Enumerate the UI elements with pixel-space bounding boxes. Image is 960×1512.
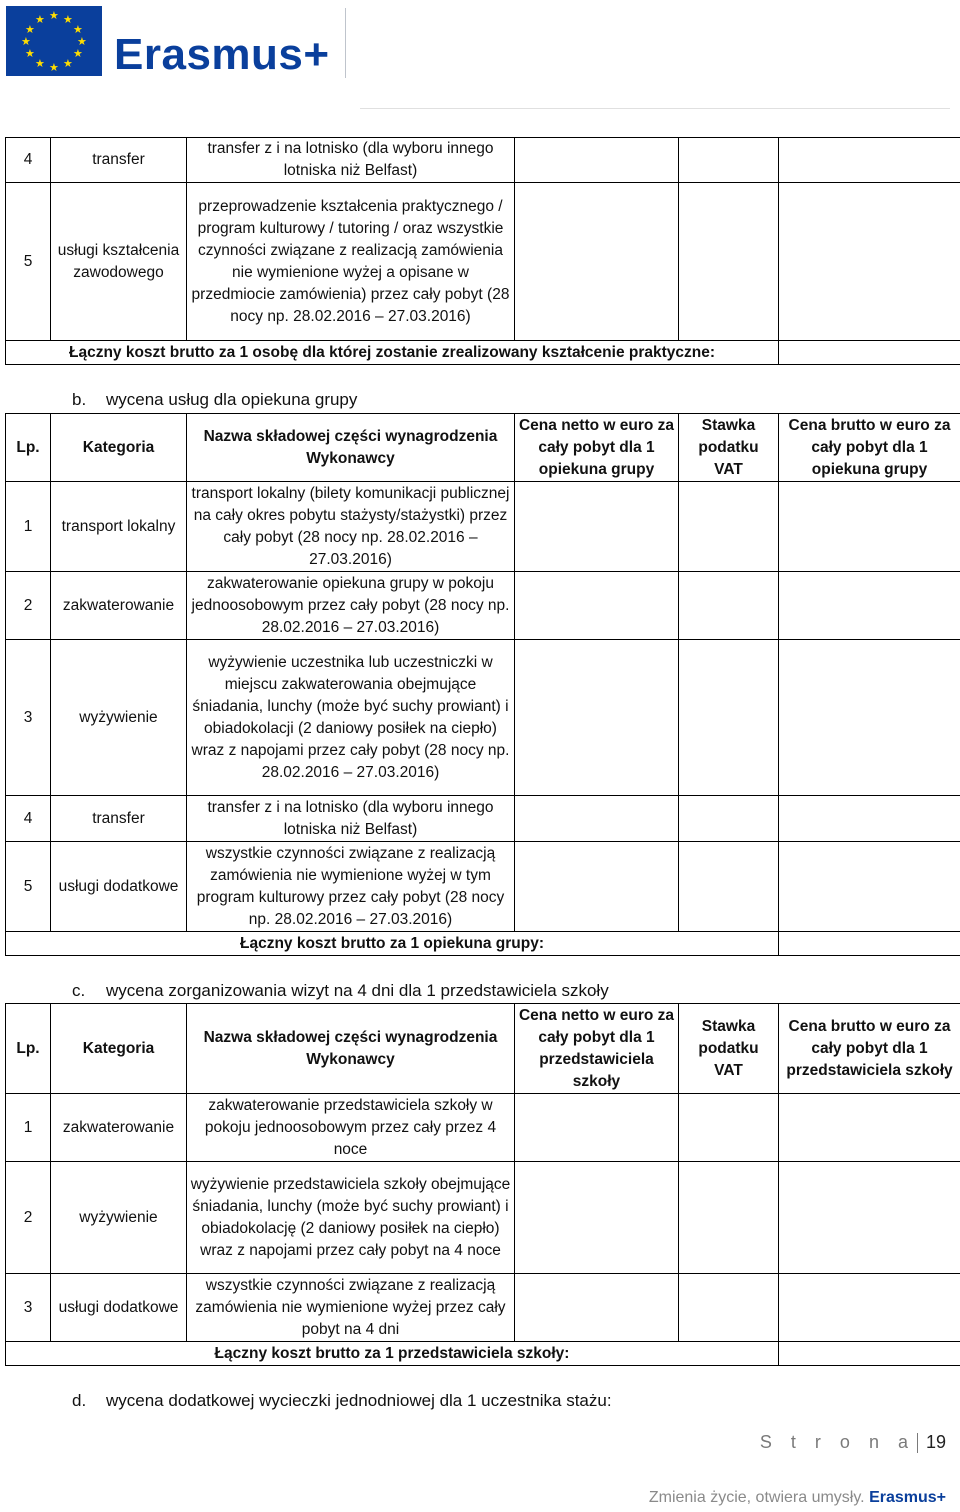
kategoria-cell: transfer xyxy=(51,138,187,183)
kategoria-cell: transport lokalny xyxy=(51,482,187,572)
nazwa-cell: zakwaterowanie przedstawiciela szkoły w pokoju jednoosobowym przez cały przez 4 noce xyxy=(187,1094,515,1162)
kategoria-cell: zakwaterowanie xyxy=(51,572,187,640)
table-row xyxy=(6,842,960,932)
netto-cell[interactable] xyxy=(515,482,679,572)
nazwa-cell: wszystkie czynności związane z realizacją zamówienia nie wymienione wyżej w tym program kulturowy przez cały pobyt (28 nocy np. 28.02.2016 – 27.03.2016) xyxy=(187,842,515,932)
nazwa-cell: transfer z i na lotnisko (dla wyboru innego lotniska niż Belfast) xyxy=(187,138,515,183)
section-letter: c. xyxy=(72,981,86,1000)
netto-cell[interactable] xyxy=(515,138,679,183)
lp-cell: 3 xyxy=(6,1274,51,1342)
vat-cell[interactable] xyxy=(679,842,779,932)
netto-cell[interactable] xyxy=(515,1274,679,1342)
section-title-text: wycena zorganizowania wizyt na 4 dni dla 1 przedstawiciela szkoły xyxy=(106,981,609,1000)
header-brutto: Cena brutto w euro za cały pobyt dla 1 przedstawiciela szkoły xyxy=(779,1004,960,1094)
nazwa-cell: zakwaterowanie opiekuna grupy w pokoju jednoosobowym przez cały pobyt (28 nocy np. 28.02.2016 – 27.03.2016) xyxy=(187,572,515,640)
slogan-text: Zmienia życie, otwiera umysły. xyxy=(648,1489,865,1506)
kategoria-cell: usługi dodatkowe xyxy=(51,842,187,932)
brutto-cell[interactable] xyxy=(779,183,960,341)
brutto-cell[interactable] xyxy=(779,138,960,183)
vat-cell[interactable] xyxy=(679,1274,779,1342)
lp-cell: 3 xyxy=(6,640,51,796)
table-row xyxy=(6,1274,960,1342)
header-kategoria: Kategoria xyxy=(51,1004,187,1094)
section-letter: b. xyxy=(72,390,87,409)
nazwa-cell: wyżywienie przedstawiciela szkoły obejmujące śniadania, lunchy (może być suchy prowiant) i obiadokolację (2 daniowy posiłek na ciepło) wraz z napojami przez cały pobyt na 4 noce xyxy=(187,1162,515,1274)
vat-cell[interactable] xyxy=(679,482,779,572)
header-nazwa: Nazwa składowej części wynagrodzenia Wykonawcy xyxy=(187,414,515,482)
header-rule xyxy=(360,108,950,109)
brutto-cell[interactable] xyxy=(779,640,960,796)
total-value-cell[interactable] xyxy=(779,1342,960,1366)
page-separator xyxy=(917,1433,918,1453)
table-row xyxy=(6,640,960,796)
table-header-row xyxy=(6,1004,960,1094)
total-value-cell[interactable] xyxy=(779,932,960,956)
table-row xyxy=(6,482,960,572)
header-vat: Stawka podatku VAT xyxy=(679,414,779,482)
lp-cell: 5 xyxy=(6,183,51,341)
table-row xyxy=(6,183,960,341)
page-number-value: 19 xyxy=(925,1432,946,1452)
kategoria-cell: usługi kształcenia zawodowego xyxy=(51,183,187,341)
section-letter: d. xyxy=(72,1391,87,1410)
table-a xyxy=(5,137,960,365)
lp-cell: 1 xyxy=(6,1094,51,1162)
nazwa-cell: wyżywienie uczestnika lub uczestniczki w miejscu zakwaterowania obejmujące śniadania, lunchy (może być suchy prowiant) i obiadokolacji (2 daniowy posiłek na ciepło) wraz z napojami przez cały pobyt (28 nocy np. 28.02.2016 – 27.03.2016) xyxy=(187,640,515,796)
total-row xyxy=(6,341,960,365)
header-nazwa: Nazwa składowej części wynagrodzenia Wykonawcy xyxy=(187,1004,515,1094)
section-c-title xyxy=(72,980,609,1002)
table-header-row xyxy=(6,414,960,482)
nazwa-cell: wszystkie czynności związane z realizacją zamówienia nie wymienione wyżej przez cały pobyt na 4 dni xyxy=(187,1274,515,1342)
erasmus-logo-text: Erasmus+ xyxy=(114,30,330,79)
header-lp: Lp. xyxy=(6,1004,51,1094)
lp-cell: 5 xyxy=(6,842,51,932)
brutto-cell[interactable] xyxy=(779,1162,960,1274)
vat-cell[interactable] xyxy=(679,572,779,640)
netto-cell[interactable] xyxy=(515,842,679,932)
table-row xyxy=(6,796,960,842)
total-label: Łączny koszt brutto za 1 przedstawiciela szkoły: xyxy=(6,1342,779,1366)
brutto-cell[interactable] xyxy=(779,572,960,640)
kategoria-cell: transfer xyxy=(51,796,187,842)
vat-cell[interactable] xyxy=(679,1094,779,1162)
brutto-cell[interactable] xyxy=(779,482,960,572)
section-title-text: wycena usług dla opiekuna grupy xyxy=(106,390,358,409)
vat-cell[interactable] xyxy=(679,796,779,842)
vat-cell[interactable] xyxy=(679,138,779,183)
section-title-text: wycena dodatkowej wycieczki jednodniowej dla 1 uczestnika stażu: xyxy=(106,1391,612,1410)
section-d-title xyxy=(72,1390,612,1412)
vat-cell[interactable] xyxy=(679,183,779,341)
brutto-cell[interactable] xyxy=(779,796,960,842)
lp-cell: 1 xyxy=(6,482,51,572)
total-value-cell[interactable] xyxy=(779,341,960,365)
header-netto: Cena netto w euro za cały pobyt dla 1 przedstawiciela szkoły xyxy=(515,1004,679,1094)
eu-flag-icon: ★ ★ ★ ★ ★ ★ ★ ★ ★ ★ ★ ★ xyxy=(6,6,102,76)
header-kategoria: Kategoria xyxy=(51,414,187,482)
kategoria-cell: wyżywienie xyxy=(51,1162,187,1274)
kategoria-cell: zakwaterowanie xyxy=(51,1094,187,1162)
lp-cell: 2 xyxy=(6,1162,51,1274)
nazwa-cell: transfer z i na lotnisko (dla wyboru innego lotniska niż Belfast) xyxy=(187,796,515,842)
kategoria-cell: usługi dodatkowe xyxy=(51,1274,187,1342)
netto-cell[interactable] xyxy=(515,572,679,640)
header-divider xyxy=(345,8,346,78)
nazwa-cell: przeprowadzenie kształcenia praktycznego / program kulturowy / tutoring / oraz wszystkie czynności związane z realizacją zamówienia nie wymienione wyżej a opisane w przedmiocie zamówienia) przez cały pobyt (28 nocy np. 28.02.2016 – 27.03.2016) xyxy=(187,183,515,341)
total-row xyxy=(6,932,960,956)
brutto-cell[interactable] xyxy=(779,1094,960,1162)
brutto-cell[interactable] xyxy=(779,1274,960,1342)
kategoria-cell: wyżywienie xyxy=(51,640,187,796)
netto-cell[interactable] xyxy=(515,1162,679,1274)
page-header xyxy=(0,0,960,110)
header-brutto: Cena brutto w euro za cały pobyt dla 1 opiekuna grupy xyxy=(779,414,960,482)
vat-cell[interactable] xyxy=(679,1162,779,1274)
header-netto: Cena netto w euro za cały pobyt dla 1 opiekuna grupy xyxy=(515,414,679,482)
table-b xyxy=(5,413,960,956)
total-label: Łączny koszt brutto za 1 osobę dla której zostanie zrealizowany kształcenie praktyczne: xyxy=(6,341,779,365)
page-number xyxy=(760,1432,946,1453)
table-c xyxy=(5,1003,960,1366)
netto-cell[interactable] xyxy=(515,796,679,842)
lp-cell: 2 xyxy=(6,572,51,640)
total-row xyxy=(6,1342,960,1366)
netto-cell[interactable] xyxy=(515,183,679,341)
footer-slogan xyxy=(649,1489,946,1507)
brutto-cell[interactable] xyxy=(779,842,960,932)
page-label: S t r o n a xyxy=(759,1432,915,1452)
table-row xyxy=(6,1094,960,1162)
table-row xyxy=(6,572,960,640)
netto-cell[interactable] xyxy=(515,640,679,796)
table-row xyxy=(6,138,960,183)
netto-cell[interactable] xyxy=(515,1094,679,1162)
lp-cell: 4 xyxy=(6,138,51,183)
lp-cell: 4 xyxy=(6,796,51,842)
vat-cell[interactable] xyxy=(679,640,779,796)
header-lp: Lp. xyxy=(6,414,51,482)
nazwa-cell: transport lokalny (bilety komunikacji publicznej na cały okres pobytu stażysty/stażystki) przez cały pobyt (28 nocy np. 28.02.2016 – 27.03.2016) xyxy=(187,482,515,572)
header-vat: Stawka podatku VAT xyxy=(679,1004,779,1094)
total-label: Łączny koszt brutto za 1 opiekuna grupy: xyxy=(6,932,779,956)
section-b-title xyxy=(72,389,357,411)
table-row xyxy=(6,1162,960,1274)
slogan-brand: Erasmus+ xyxy=(869,1489,946,1506)
